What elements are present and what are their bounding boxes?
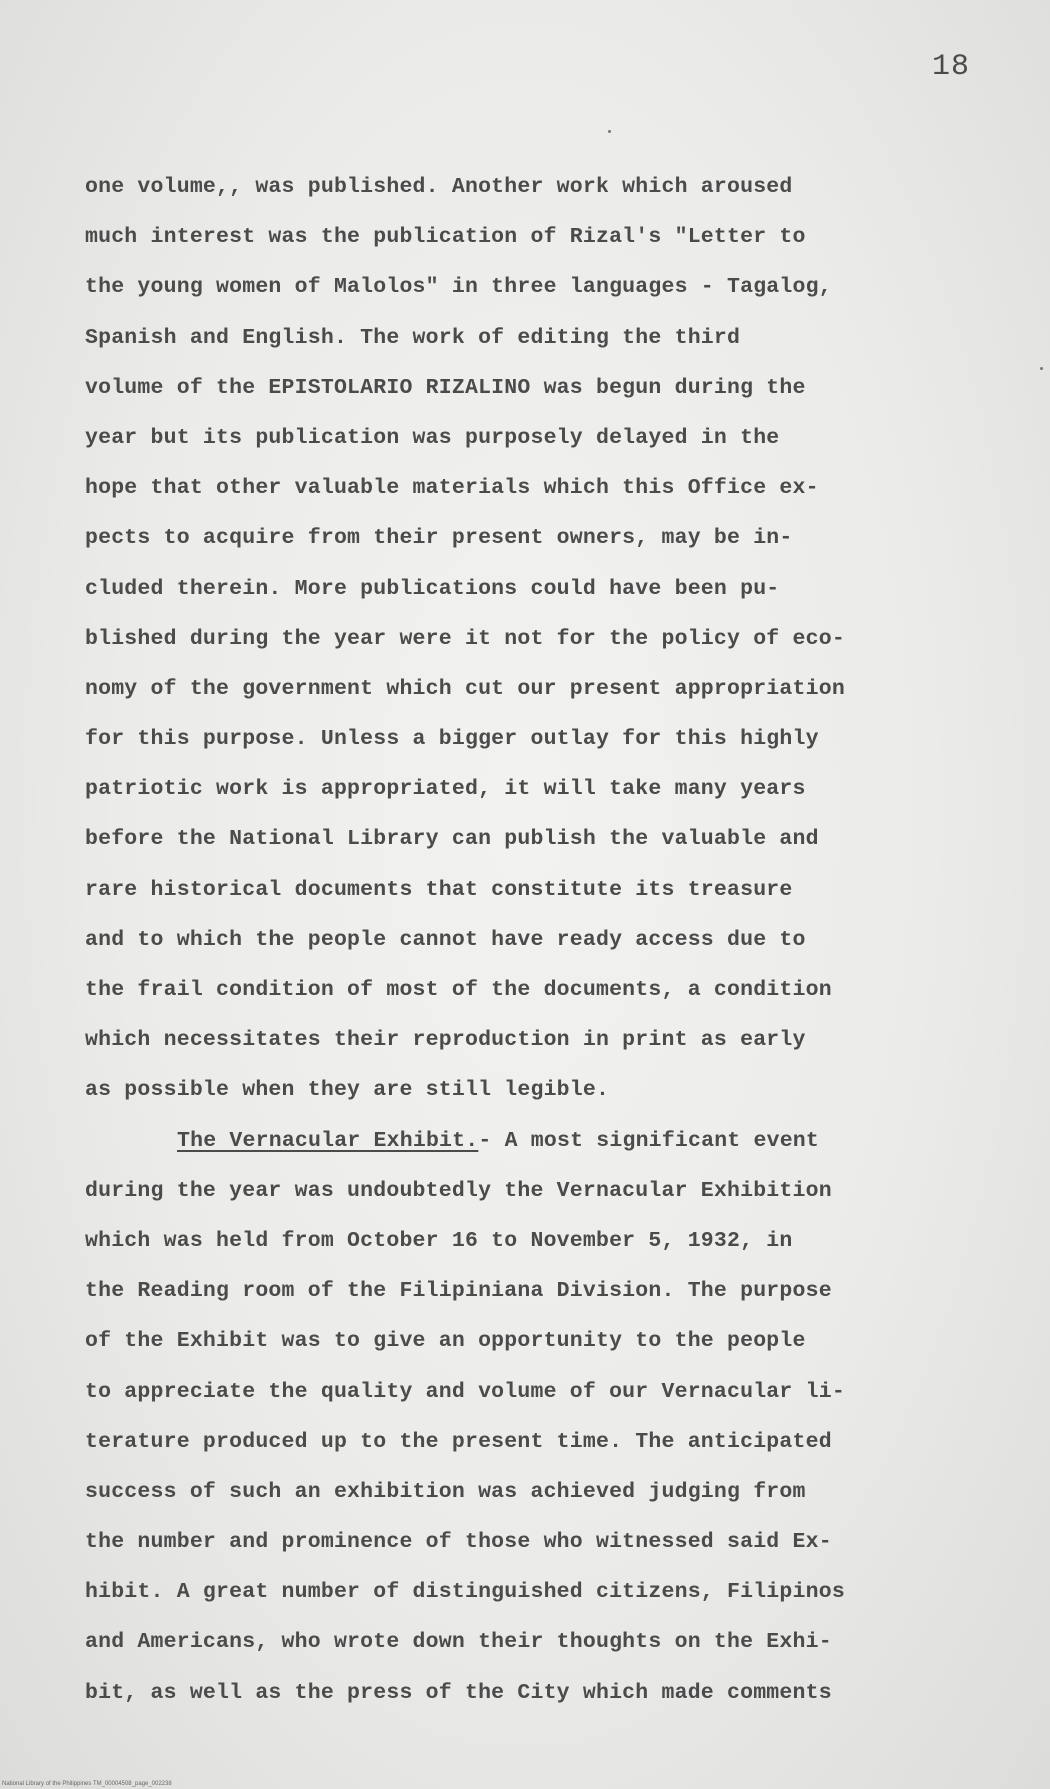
text-line: rare historical documents that constitute its treasure bbox=[85, 877, 793, 902]
text-line: as possible when they are still legible. bbox=[85, 1078, 610, 1103]
text-line: cluded therein. More publications could have been pu- bbox=[85, 576, 780, 601]
text-line: hibit. A great number of distinguished citizens, Filipinos bbox=[85, 1580, 845, 1605]
text-line: volume of the EPISTOLARIO RIZALINO was begun during the bbox=[85, 375, 806, 400]
scan-credit: National Library of the Philippines TM_00004508_page_002238 bbox=[2, 1781, 172, 1787]
text-line: and to which the people cannot have ready access due to bbox=[85, 927, 806, 952]
text-line: bit, as well as the press of the City which made comments bbox=[85, 1680, 832, 1705]
text-line: and Americans, who wrote down their thoughts on the Exhi- bbox=[85, 1630, 832, 1655]
text-line: which was held from October 16 to November 5, 1932, in bbox=[85, 1228, 793, 1253]
text-line: blished during the year were it not for the policy of eco- bbox=[85, 626, 845, 651]
text-line: year but its publication was purposely delayed in the bbox=[85, 425, 780, 450]
text-line: pects to acquire from their present owners, may be in- bbox=[85, 526, 793, 551]
section-heading: The Vernacular Exhibit. bbox=[177, 1128, 479, 1153]
paper-speck bbox=[1040, 367, 1043, 370]
text-line: for this purpose. Unless a bigger outlay for this highly bbox=[85, 727, 819, 752]
text-line: one volume,, was published. Another work which aroused bbox=[85, 175, 793, 199]
text-line: nomy of the government which cut our present appropriation bbox=[85, 676, 845, 701]
text-line: to appreciate the quality and volume of our Vernacular li- bbox=[85, 1379, 845, 1404]
text-line: which necessitates their reproduction in print as early bbox=[85, 1028, 806, 1053]
text-line: before the National Library can publish the valuable and bbox=[85, 827, 819, 852]
text-line: the young women of Malolos" in three languages - Tagalog, bbox=[85, 275, 832, 300]
text-line: Spanish and English. The work of editing the third bbox=[85, 325, 741, 350]
text-line: during the year was undoubtedly the Vernacular Exhibition bbox=[85, 1178, 832, 1203]
text-line: hope that other valuable materials which this Office ex- bbox=[85, 476, 819, 501]
text-line: terature produced up to the present time. The anticipated bbox=[85, 1429, 832, 1454]
section-first-line-text: - A most significant event bbox=[478, 1128, 820, 1153]
text-line: success of such an exhibition was achieved judging from bbox=[85, 1479, 806, 1504]
body-text bbox=[85, 162, 975, 1718]
page-number: 18 bbox=[931, 50, 970, 84]
text-line: of the Exhibit was to give an opportunity to the people bbox=[85, 1329, 806, 1354]
text-line: the number and prominence of those who witnessed said Ex- bbox=[85, 1530, 832, 1555]
text-line: the Reading room of the Filipiniana Division. The purpose bbox=[85, 1279, 832, 1304]
text-line: much interest was the publication of Rizal's "Letter to bbox=[85, 225, 806, 250]
text-line: the frail condition of most of the documents, a condition bbox=[85, 978, 832, 1002]
paper-speck bbox=[608, 130, 611, 133]
text-line: patriotic work is appropriated, it will take many years bbox=[85, 777, 806, 802]
section-first-line bbox=[85, 1116, 975, 1166]
